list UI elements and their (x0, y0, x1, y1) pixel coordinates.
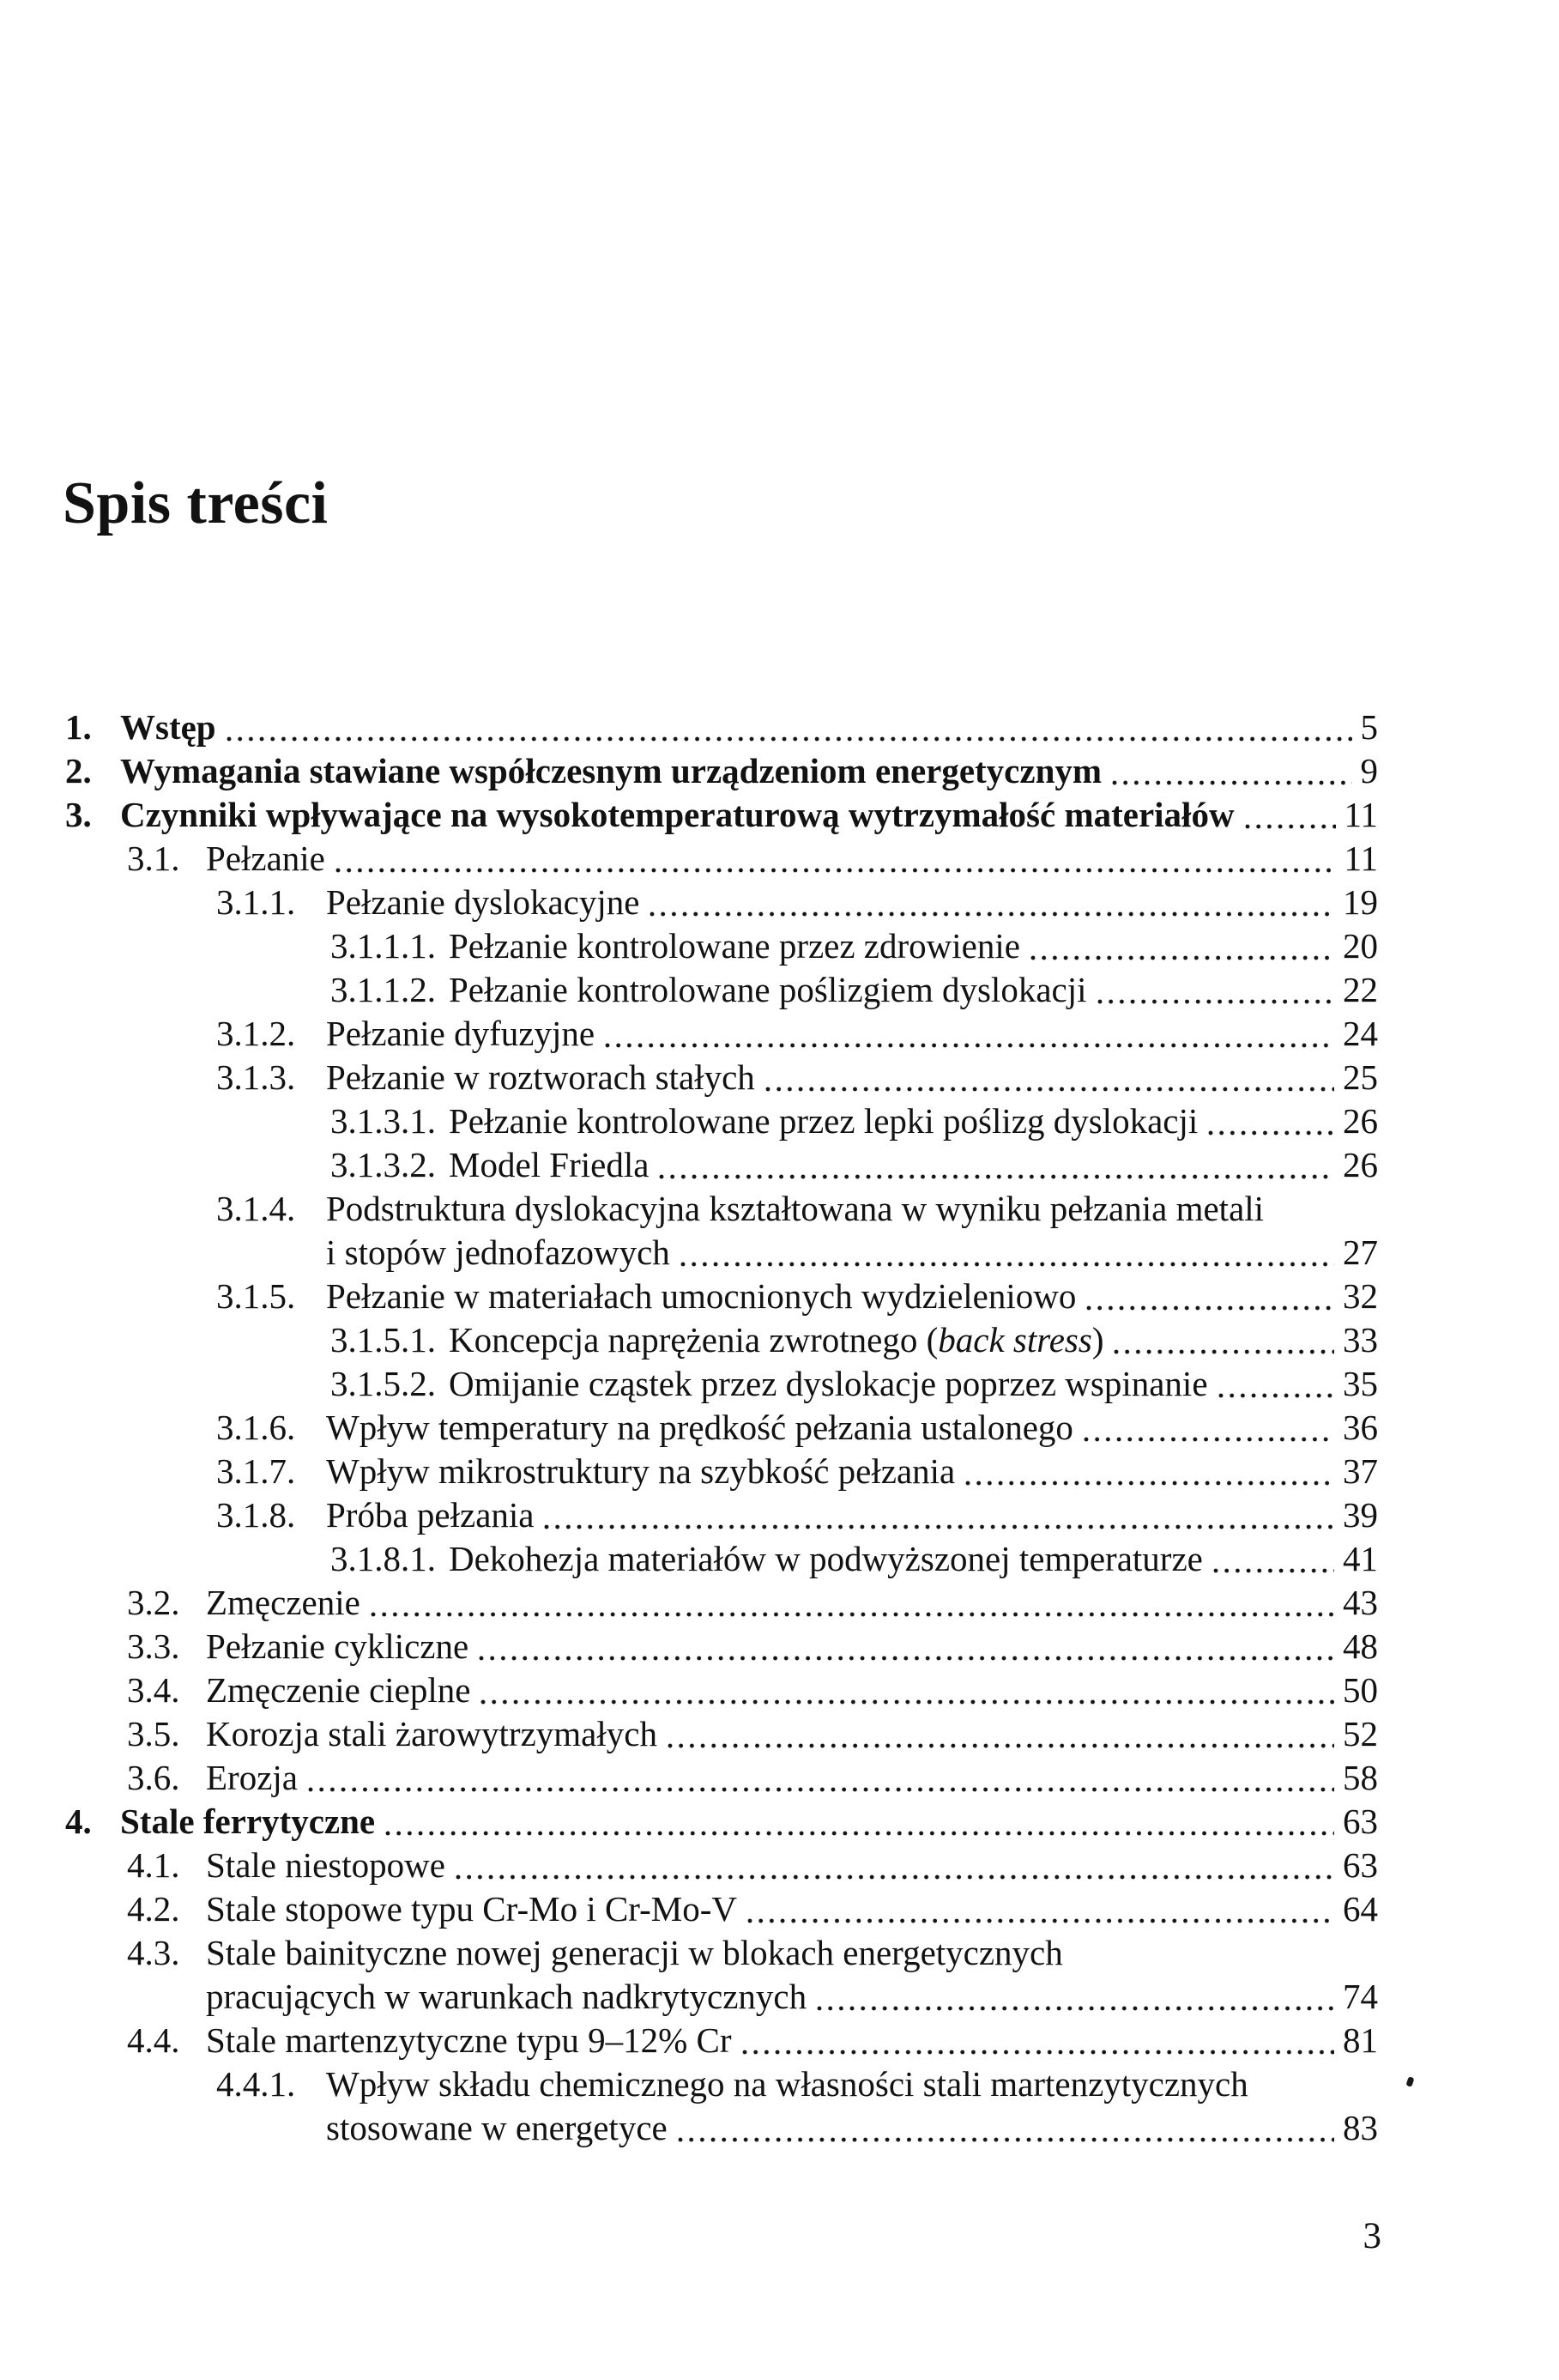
toc-entry (0, 1450, 1378, 1493)
toc-entry-number: 3.1.8. (216, 1495, 296, 1535)
toc-entry (0, 881, 1378, 924)
toc-entry-number: 3.1.3.2. (330, 1145, 436, 1184)
dot-leader (1213, 1568, 1334, 1573)
toc-entry (0, 1800, 1378, 1844)
toc-entry-number: 3.2. (127, 1583, 180, 1622)
toc-entry-number: 4.3. (127, 1933, 180, 1972)
toc-entry (0, 2019, 1378, 2062)
dot-leader (1084, 1437, 1334, 1442)
toc-entry-title: Stale niestopowe (206, 1845, 445, 1885)
dot-leader (227, 736, 1352, 742)
toc-entry-number: 4.4.1. (216, 2064, 296, 2104)
toc-entry-number: 3.1.7. (216, 1451, 296, 1491)
toc-entry (0, 1493, 1378, 1537)
toc-entry-number: 4. (65, 1802, 92, 1841)
toc-entry-page: 36 (1343, 1408, 1378, 1447)
toc-entry-title: Czynniki wpływające na wysokotemperaturową wytrzymałość materiałów (120, 795, 1235, 834)
toc-entry-title: Stale martenzytyczne typu 9–12% Cr (206, 2020, 732, 2060)
toc-entry-page: 64 (1343, 1889, 1378, 1929)
toc-entry-title: Podstruktura dyslokacyjna kształtowana w wyniku pełzania metali (326, 1189, 1265, 1228)
toc-entry (0, 1231, 1378, 1275)
toc-entry-page: 9 (1360, 751, 1378, 790)
toc-entry-title: Pełzanie w materiałach umocnionych wydzieleniowo (326, 1276, 1077, 1316)
toc-entry-title: Wpływ temperatury na prędkość pełzania ustalonego (326, 1408, 1073, 1447)
toc-entry-title-italic: back stress (938, 1320, 1092, 1360)
toc-entry-page: 11 (1344, 839, 1378, 878)
toc-entry-number: 3.1.5. (216, 1276, 296, 1316)
dot-leader (335, 868, 1336, 873)
toc-entry-title: pracujących w warunkach nadkrytycznych (206, 1977, 807, 2016)
toc-entry (0, 793, 1378, 837)
toc-entry-title: Omijanie cząstek przez dyslokacje poprzez wspinanie (449, 1364, 1208, 1403)
dot-leader (965, 1481, 1334, 1486)
dot-leader (544, 1524, 1334, 1529)
toc-entry-page: 26 (1343, 1101, 1378, 1141)
toc-entry (0, 1318, 1378, 1362)
dot-leader (678, 2137, 1334, 2142)
toc-entry-page: 63 (1343, 1802, 1378, 1841)
dot-leader (1218, 1393, 1334, 1398)
dot-leader (479, 1656, 1334, 1661)
toc-entry-page: 41 (1343, 1539, 1378, 1578)
toc-entry (0, 1625, 1378, 1668)
toc-entry-title: Korozja stali żarowytrzymałych (206, 1714, 657, 1753)
toc-entry-number: 3.4. (127, 1670, 180, 1710)
toc-entry-title: Erozja (206, 1758, 298, 1797)
toc-entry-page: 74 (1343, 1977, 1378, 2016)
toc-entry-number: 3.1.1. (216, 882, 296, 922)
toc-entry-number: 3. (65, 795, 92, 834)
toc-entry-page: 52 (1343, 1714, 1378, 1753)
toc-entry-page: 63 (1343, 1845, 1378, 1885)
dot-leader (659, 1174, 1334, 1179)
toc-entry-page: 50 (1343, 1670, 1378, 1710)
toc-entry-page: 48 (1343, 1626, 1378, 1666)
toc-entry (0, 1143, 1378, 1187)
dot-leader (747, 1918, 1334, 1923)
toc-entry-page: 24 (1343, 1014, 1378, 1053)
dot-leader (1208, 1130, 1334, 1135)
toc-entry (0, 1756, 1378, 1800)
toc-entry (0, 1056, 1378, 1099)
toc-entry-number: 3.1.3.1. (330, 1101, 436, 1141)
toc-entry-page: 11 (1344, 795, 1378, 834)
toc-entry-page: 19 (1343, 882, 1378, 922)
dot-leader (1114, 1349, 1334, 1354)
toc-entry-title: Próba pełzania (326, 1495, 535, 1535)
toc-entry-title: i stopów jednofazowych (326, 1232, 670, 1272)
toc-entry (0, 1581, 1378, 1625)
dot-leader (680, 1262, 1334, 1267)
toc-entry-title: stosowane w energetyce (326, 2108, 668, 2147)
toc-entry-title: Zmęczenie (206, 1583, 360, 1622)
dot-leader (1086, 1305, 1334, 1311)
toc-entry-title: Dekohezja materiałów w podwyższonej temperaturze (449, 1539, 1203, 1578)
toc-entry-number: 3.1.6. (216, 1408, 296, 1447)
toc-entry (0, 1275, 1378, 1318)
toc-entry (0, 2106, 1378, 2150)
toc-entry (0, 2062, 1378, 2106)
toc-entry (0, 1931, 1378, 1975)
toc-entry-number: 3.3. (127, 1626, 180, 1666)
toc-entry-page: 5 (1360, 707, 1378, 747)
toc-entry (0, 1012, 1378, 1056)
toc-entry-title: Wpływ składu chemicznego na własności stali martenzytycznych (326, 2064, 1248, 2104)
toc-entry-page: 83 (1343, 2108, 1378, 2147)
toc-entry-title: Pełzanie dyslokacyjne (326, 882, 640, 922)
dot-leader (605, 1043, 1334, 1048)
toc-entry (0, 1712, 1378, 1756)
toc-entry-page: 58 (1343, 1758, 1378, 1797)
toc-entry-page: 39 (1343, 1495, 1378, 1535)
toc-entry-number: 2. (65, 751, 92, 790)
dot-leader (480, 1699, 1334, 1705)
toc-entry-page: 27 (1343, 1232, 1378, 1272)
toc-entry-title: Pełzanie kontrolowane poślizgiem dyslokacji (449, 970, 1087, 1009)
toc-entry-title: Zmęczenie cieplne (206, 1670, 471, 1710)
toc-entry (0, 1187, 1378, 1231)
toc-entry-number: 3.1.1.1. (330, 926, 436, 966)
dot-leader (1245, 824, 1336, 829)
dot-leader (742, 2050, 1334, 2055)
toc-entry-title: Pełzanie cykliczne (206, 1626, 469, 1666)
toc-entry-page: 81 (1343, 2020, 1378, 2060)
toc-entry-number: 4.4. (127, 2020, 180, 2060)
toc-entry (0, 1887, 1378, 1931)
toc-entry (0, 1537, 1378, 1581)
dot-leader (371, 1612, 1334, 1617)
toc-entry-number: 3.1.4. (216, 1189, 296, 1228)
toc-entry-title: Pełzanie dyfuzyjne (326, 1014, 595, 1053)
page-title: Spis treści (63, 470, 329, 536)
toc-entry-title: Wymagania stawiane współczesnym urządzeniom energetycznym (120, 751, 1103, 790)
toc-entry-page: 26 (1343, 1145, 1378, 1184)
toc-entry (0, 1975, 1378, 2019)
toc-entry-page: 37 (1343, 1451, 1378, 1491)
toc-entry-title: Pełzanie kontrolowane przez lepki poślizg dyslokacji (449, 1101, 1199, 1141)
toc-entry-number: 3.6. (127, 1758, 180, 1797)
toc-entry-page: 35 (1343, 1364, 1378, 1403)
toc-entry (0, 749, 1378, 793)
toc-entry-title: Koncepcja naprężenia zwrotnego (back stress) (449, 1320, 1104, 1360)
dot-leader (385, 1831, 1334, 1836)
toc-entry (0, 706, 1378, 749)
dot-leader (650, 911, 1334, 917)
toc-entry-number: 3.1.5.1. (330, 1320, 436, 1360)
dot-leader (1112, 780, 1351, 785)
toc-entry (0, 1406, 1378, 1450)
toc-entry-number: 1. (65, 707, 92, 747)
page-number: 3 (1363, 2216, 1381, 2256)
toc-entry-title: Stale ferrytyczne (120, 1802, 376, 1841)
toc-entry-number: 4.2. (127, 1889, 180, 1929)
toc-entry (0, 1668, 1378, 1712)
toc-entry-number: 4.1. (127, 1845, 180, 1885)
toc-entry-title: Stale bainityczne nowej generacji w blokach energetycznych (206, 1933, 1063, 1972)
toc-entry-title: Wpływ mikrostruktury na szybkość pełzania (326, 1451, 956, 1491)
dot-leader (308, 1787, 1334, 1792)
dot-leader (456, 1874, 1334, 1880)
toc-entry (0, 968, 1378, 1012)
toc-entry-title: Wstęp (120, 707, 216, 747)
toc-entry-page: 33 (1343, 1320, 1378, 1360)
toc-entry-title: Stale stopowe typu Cr-Mo i Cr-Mo-V (206, 1889, 738, 1929)
dot-leader (765, 1087, 1334, 1092)
toc-entry-number: 3.1.5.2. (330, 1364, 436, 1403)
toc-entry-number: 3.1.1.2. (330, 970, 436, 1009)
toc-entry (0, 1362, 1378, 1406)
toc-entry (0, 837, 1378, 881)
toc-entry-title: Pełzanie w roztworach stałych (326, 1057, 755, 1097)
dot-leader (817, 2006, 1334, 2011)
toc-entry-number: 3.1.3. (216, 1057, 296, 1097)
toc-entry-number: 3.1. (127, 839, 180, 878)
toc-entry-title: Pełzanie (206, 839, 325, 878)
toc-entry-page: 25 (1343, 1057, 1378, 1097)
toc-entry-number: 3.5. (127, 1714, 180, 1753)
dot-leader (1097, 999, 1334, 1004)
toc-entry-page: 43 (1343, 1583, 1378, 1622)
toc-entry-title: Model Friedla (449, 1145, 650, 1184)
toc-entry (0, 1099, 1378, 1143)
toc-entry-title: Pełzanie kontrolowane przez zdrowienie (449, 926, 1020, 966)
toc-entry-page: 32 (1343, 1276, 1378, 1316)
dot-leader (1030, 955, 1334, 960)
toc-entry-page: 20 (1343, 926, 1378, 966)
table-of-contents (0, 706, 1378, 2150)
toc-entry (0, 924, 1378, 968)
toc-entry (0, 1844, 1378, 1887)
toc-entry-number: 3.1.2. (216, 1014, 296, 1053)
dot-leader (668, 1743, 1334, 1748)
toc-entry-page: 22 (1343, 970, 1378, 1009)
scan-artifact (1405, 2076, 1414, 2087)
toc-entry-number: 3.1.8.1. (330, 1539, 436, 1578)
